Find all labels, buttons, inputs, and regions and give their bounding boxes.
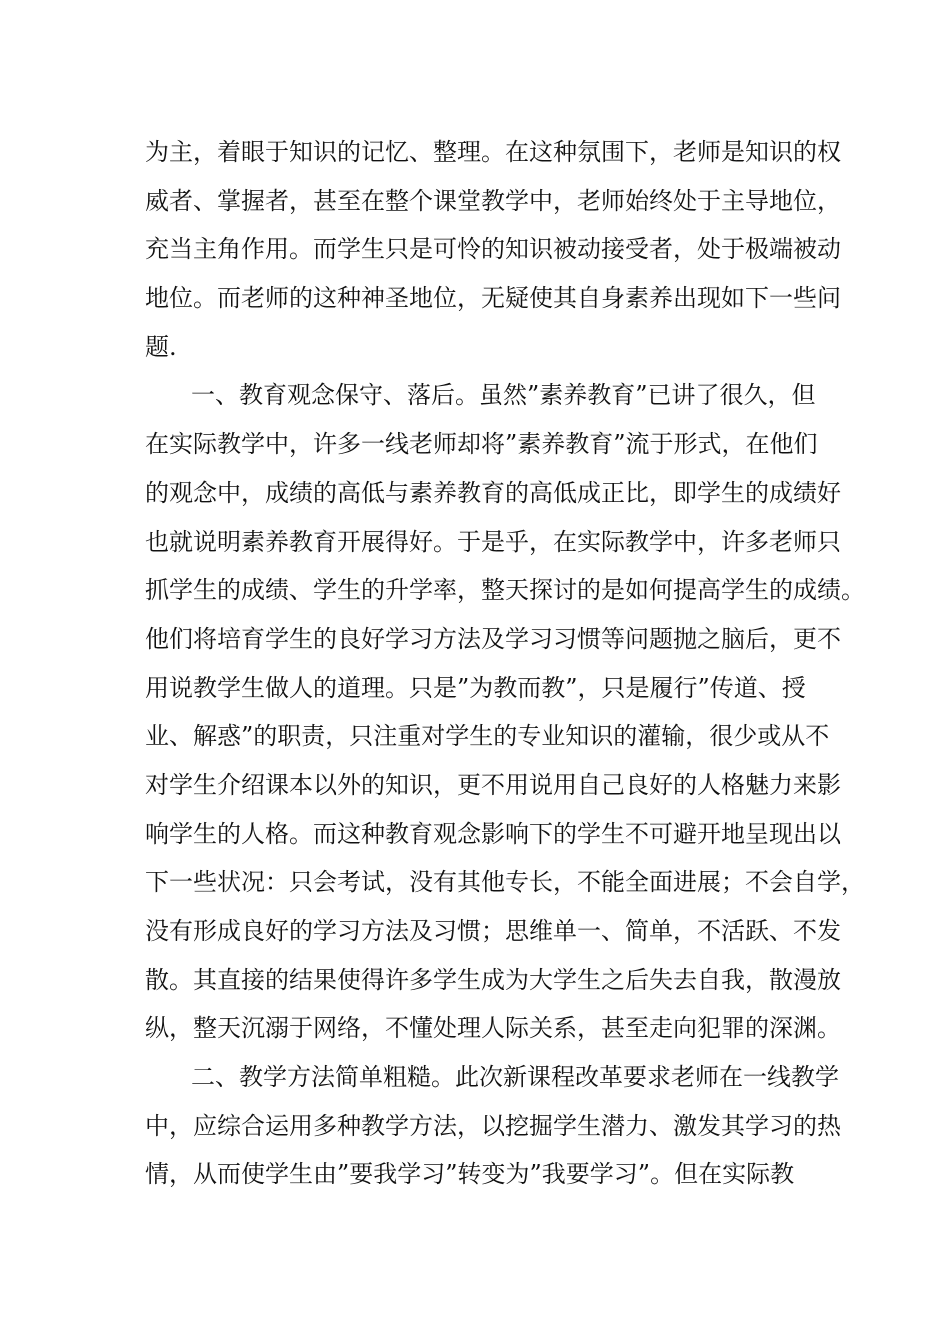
text-line: 也就说明素养教育开展得好。于是乎，在实际教学中，许多老师只: [145, 527, 841, 556]
body-text: [145, 132, 865, 1203]
text-line: 散。其直接的结果使得许多学生成为大学生之后失去自我，散漫放: [145, 965, 841, 994]
text-line: 下一些状况：只会考试，没有其他专长，不能全面进展；不会自学，: [145, 868, 865, 897]
text-line: 题.: [145, 332, 177, 361]
text-line: 没有形成良好的学习方法及习惯；思维单一、简单，不活跃、不发: [145, 917, 841, 945]
text-line: 在实际教学中，许多一线老师却将”素养教育”流于形式，在他们: [145, 430, 818, 459]
text-line: 二、教学方法简单粗糙。此次新课程改革要求老师在一线教学: [191, 1063, 839, 1092]
text-line: 响学生的人格。而这种教育观念影响下的学生不可避开地呈现出以: [145, 819, 841, 848]
text-line: 用说教学生做人的道理。只是”为教而教”，只是履行”传道、授: [145, 673, 806, 702]
text-line: 地位。而老师的这种神圣地位，无疑使其自身素养出现如下一些问: [145, 284, 841, 313]
text-line: 抓学生的成绩、学生的升学率，整天探讨的是如何提高学生的成绩。: [145, 576, 865, 605]
text-line: 纵，整天沉溺于网络，不懂处理人际关系，甚至走向犯罪的深渊。: [145, 1014, 841, 1043]
text-line: 充当主角作用。而学生只是可怜的知识被动接受者，处于极端被动: [145, 235, 841, 264]
text-line: 他们将培育学生的良好学习方法及学习习惯等问题抛之脑后，更不: [145, 624, 841, 653]
text-line: 业、解惑”的职责，只注重对学生的专业知识的灌输，很少或从不: [145, 722, 830, 751]
text-line: 威者、掌握者，甚至在整个课堂教学中，老师始终处于主导地位，: [145, 186, 841, 215]
text-line: 一、教育观念保守、落后。虽然”素养教育”已讲了很久，但: [191, 381, 816, 410]
text-line: 的观念中，成绩的高低与素养教育的高低成正比，即学生的成绩好: [145, 478, 841, 507]
text-line: 中，应综合运用多种教学方法，以挖掘学生潜力、激发其学习的热: [145, 1111, 841, 1140]
text-line: 为主，着眼于知识的记忆、整理。在这种氛围下，老师是知识的权: [145, 138, 841, 166]
text-line: 对学生介绍课本以外的知识，更不用说用自己良好的人格魅力来影: [145, 770, 841, 799]
text-line: 情，从而使学生由”要我学习”转变为”我要学习”。但在实际教: [145, 1160, 795, 1189]
